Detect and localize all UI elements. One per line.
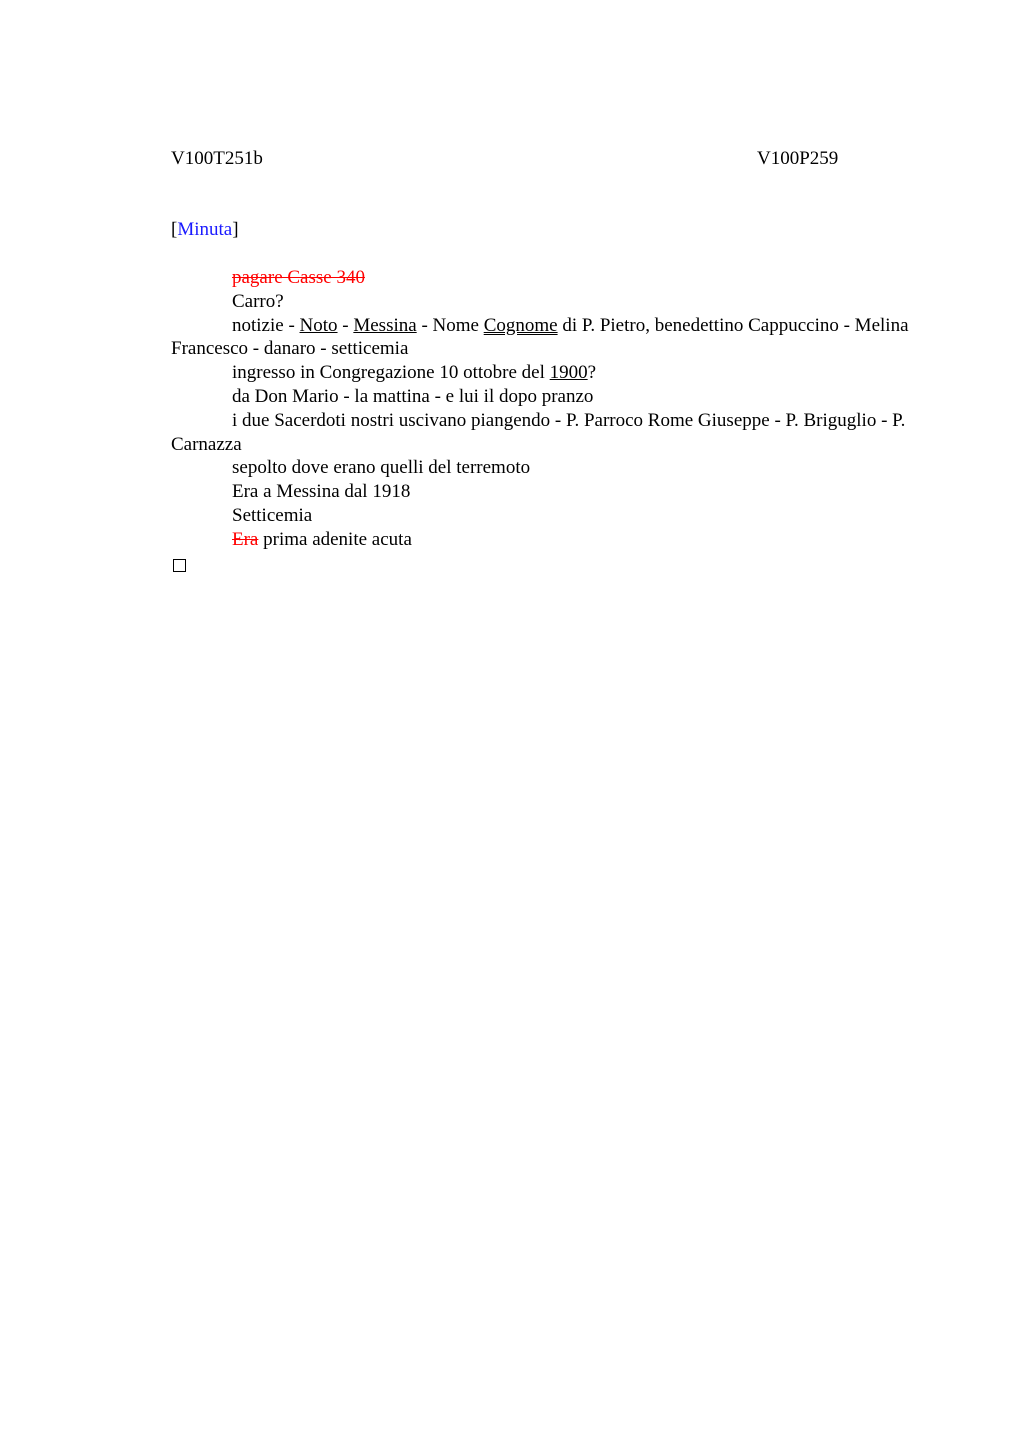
bracket-open: [ [171, 219, 178, 240]
underlined-word: 1900 [549, 362, 588, 384]
line-text: di P. Pietro, benedettino Cappuccino - Melina Francesco - danaro - setticemia [171, 314, 909, 360]
line-10 [171, 528, 931, 552]
line-9 [171, 504, 931, 528]
line-6 [171, 409, 931, 457]
document-body [171, 266, 931, 572]
line-text: notizie - [232, 314, 300, 336]
line-5 [171, 385, 931, 409]
line-text: Setticemia [232, 504, 313, 526]
header-left-code: V100T251b [171, 148, 263, 169]
line-1 [171, 266, 931, 290]
line-text: sepolto dove erano quelli del terremoto [232, 457, 531, 479]
section-label [171, 218, 931, 242]
line-7 [171, 456, 931, 480]
document-page [171, 147, 931, 572]
line-text: da Don Mario - la mattina - e lui il dopo pranzo [232, 385, 594, 407]
line-text: - Nome [416, 314, 484, 336]
line-text: prima adenite acuta [258, 528, 412, 550]
deleted-text: pagare Casse 340 [232, 267, 365, 288]
line-8 [171, 480, 931, 504]
empty-square-icon [173, 559, 186, 572]
deleted-text: Era [232, 528, 259, 550]
line-text: ? [587, 362, 597, 384]
underlined-word: Noto [299, 314, 338, 336]
double-underlined-word: Cognome [483, 314, 558, 336]
line-text: i due Sacerdoti nostri uscivano piangendo - P. Parroco Rome Giuseppe - P. Briguglio - P. Carnazza [171, 409, 906, 455]
line-text: ingresso in Congregazione 10 ottobre del [232, 362, 550, 384]
line-text: - [337, 314, 354, 336]
document-header [171, 147, 931, 171]
section-label-word: Minuta [177, 219, 233, 240]
line-text: Carro? [232, 290, 284, 312]
line-text: Era a Messina dal 1918 [232, 481, 411, 503]
line-4 [171, 361, 931, 385]
bracket-close: ] [232, 219, 239, 240]
header-right-code: V100P259 [757, 148, 839, 169]
underlined-word: Messina [353, 314, 417, 336]
line-2 [171, 290, 931, 314]
line-3 [171, 314, 931, 362]
